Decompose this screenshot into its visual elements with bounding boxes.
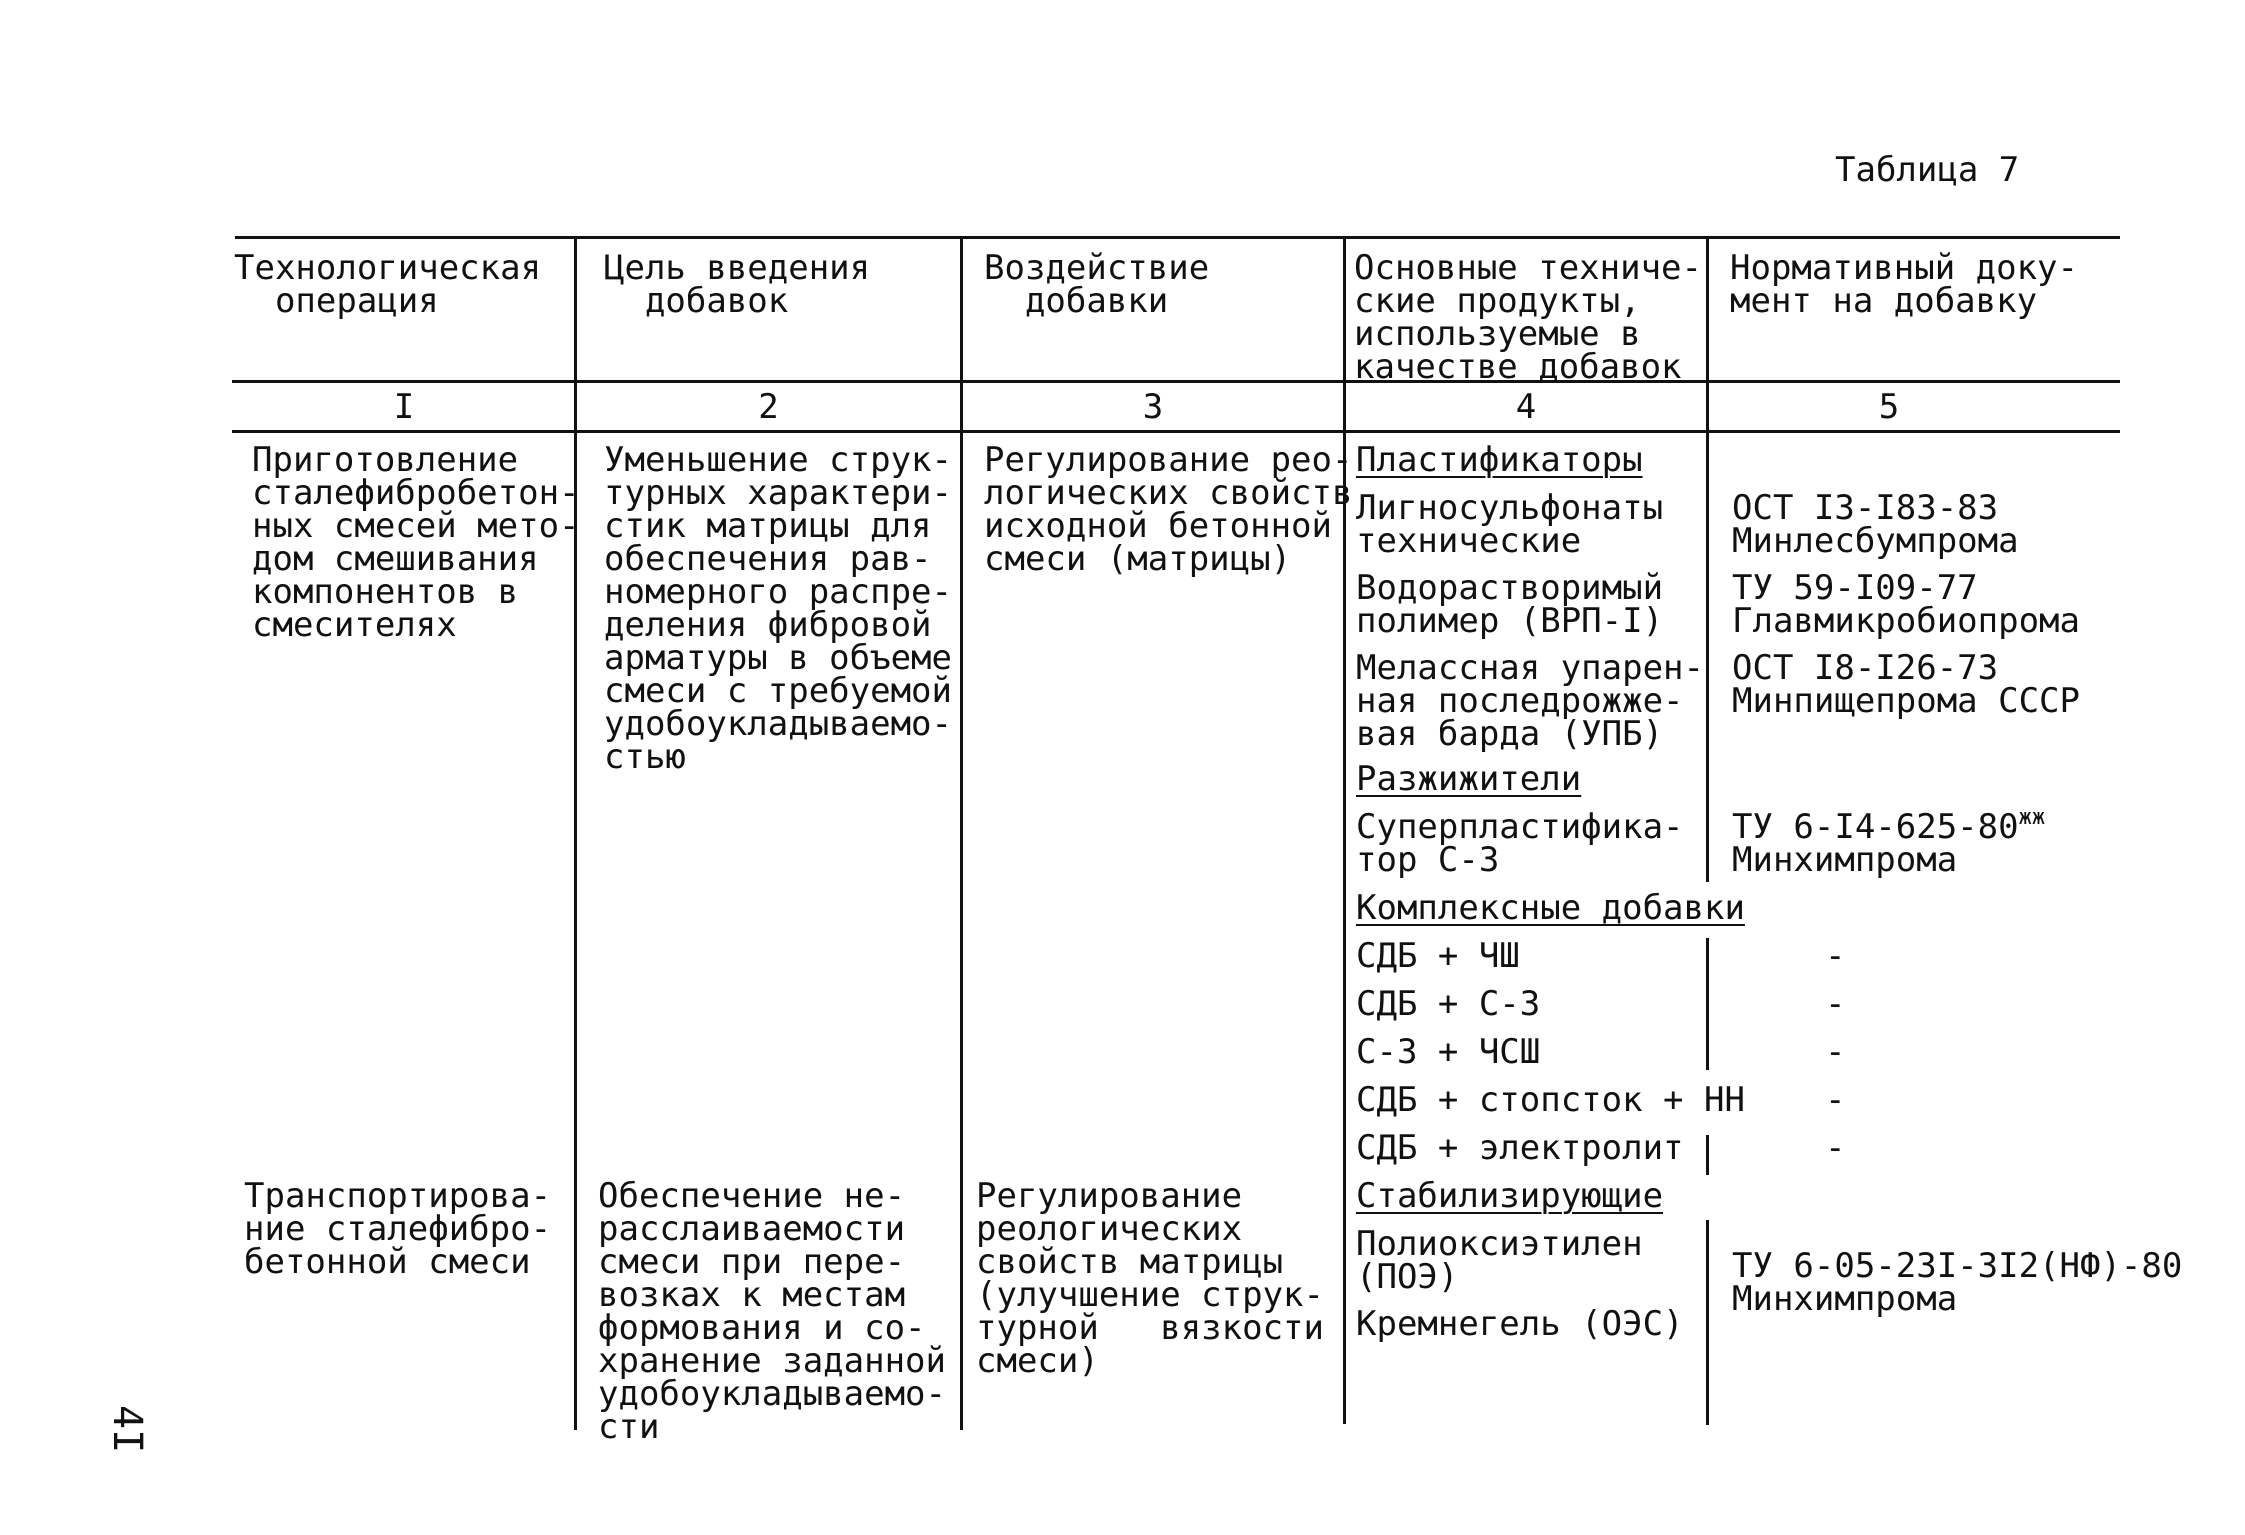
page-number: 4I xyxy=(104,1405,150,1454)
body-divider-3 xyxy=(1343,432,1346,1424)
body-divider-4c xyxy=(1706,1135,1709,1175)
heading-thinners: Разжижители xyxy=(1356,759,1582,799)
product-poe: Полиоксиэтилен (ПОЭ) xyxy=(1356,1224,1643,1297)
column-number-1: I xyxy=(393,387,415,427)
product-c3: Суперпластифика- тор С-3 xyxy=(1356,807,1684,880)
body-divider-4a xyxy=(1706,432,1709,882)
heading-stabilizers: Стабилизирующие xyxy=(1356,1176,1664,1216)
purpose-transport: Обеспечение не- расслаиваемости смеси при пере- возках к местам формования и со- хранение заданной удобоукладываемо- сти xyxy=(598,1176,946,1447)
complex-doc-dash: - xyxy=(1825,984,1846,1024)
operation-transport: Транспортирова- ние сталефибро- бетонной смеси xyxy=(244,1176,552,1282)
header-products: Основные техниче- ские продукты, используемые в качестве добавок xyxy=(1354,248,1702,387)
complex-doc-dash: - xyxy=(1825,1080,1846,1120)
doc-poe: ТУ 6-05-23I-3I2(НФ)-80 Минхимпрома xyxy=(1732,1246,2183,1319)
table-top-rule xyxy=(235,236,2120,239)
column-number-4: 4 xyxy=(1515,387,1537,427)
body-divider-4d xyxy=(1706,1220,1709,1425)
complex-doc-dash: - xyxy=(1825,1128,1846,1168)
doc-upb: ОСТ I8-I26-73 Минпищепрома СССР xyxy=(1732,648,2080,721)
footnote-mark: жж xyxy=(2018,805,2046,830)
product-vrp: Водорастворимый полимер (ВРП-I) xyxy=(1356,568,1664,641)
product-oes: Кремнегель (ОЭС) xyxy=(1356,1304,1684,1344)
purpose-mixing: Уменьшение струк- турных характери- стик матрицы для обеспечения рав- номерного распре- деления фибровой арматуры в объеме смеси с требуемой удобоукладываемо- стью xyxy=(604,440,952,777)
complex-doc-dash: - xyxy=(1825,1032,1846,1072)
heading-plasticizers: Пластификаторы xyxy=(1356,440,1643,480)
complex-item: СДБ + стопсток + НН xyxy=(1356,1080,1745,1120)
header-bottom-rule xyxy=(232,380,2120,383)
doc-lignosulfonates: ОСТ I3-I83-83 Минлесбумпрома xyxy=(1732,488,2019,561)
product-lignosulfonates: Лигносульфонаты технические xyxy=(1356,488,1664,561)
column-number-2: 2 xyxy=(758,387,779,427)
effect-transport: Регулирование реологических свойств матрицы (улучшение струк- турной вязкости смеси) xyxy=(976,1176,1324,1381)
heading-complex-additives: Комплексные добавки xyxy=(1356,888,1745,928)
operation-mixing: Приготовление сталефибробетон- ных смесей мето- дом смешивания компонентов в смесителях xyxy=(252,440,580,645)
table-title: Таблица 7 xyxy=(1835,150,2020,190)
doc-c3 xyxy=(1732,805,2046,880)
header-technological-operation: Технологическая операция xyxy=(234,248,542,321)
numbers-bottom-rule xyxy=(232,430,2120,433)
complex-doc-dash: - xyxy=(1825,936,1846,976)
header-normative-document: Нормативный доку- мент на добавку xyxy=(1730,248,2078,321)
column-number-5: 5 xyxy=(1878,387,1900,427)
column-number-3: 3 xyxy=(1142,387,1164,427)
complex-item: СДБ + С-3 xyxy=(1356,984,1541,1024)
product-upb: Мелассная упарен- ная последрожже- вая барда (УПБ) xyxy=(1356,648,1704,754)
complex-item: С-3 + ЧСШ xyxy=(1356,1032,1541,1072)
doc-c3-line2: Минхимпрома xyxy=(1732,840,1958,880)
header-effect: Воздействие добавки xyxy=(984,248,1210,321)
doc-vrp: ТУ 59-I09-77 Главмикробиопрома xyxy=(1732,568,2080,641)
body-divider-4b xyxy=(1706,938,1709,1070)
header-purpose: Цель введения добавок xyxy=(604,248,871,321)
doc-c3-line1: ТУ 6-I4-625-80 xyxy=(1732,807,2019,847)
effect-mixing: Регулирование рео- логических свойств исходной бетонной смеси (матрицы) xyxy=(984,440,1353,579)
complex-item: СДБ + электролит xyxy=(1356,1128,1684,1168)
complex-item: СДБ + ЧШ xyxy=(1356,936,1520,976)
body-divider-2 xyxy=(960,432,963,1430)
